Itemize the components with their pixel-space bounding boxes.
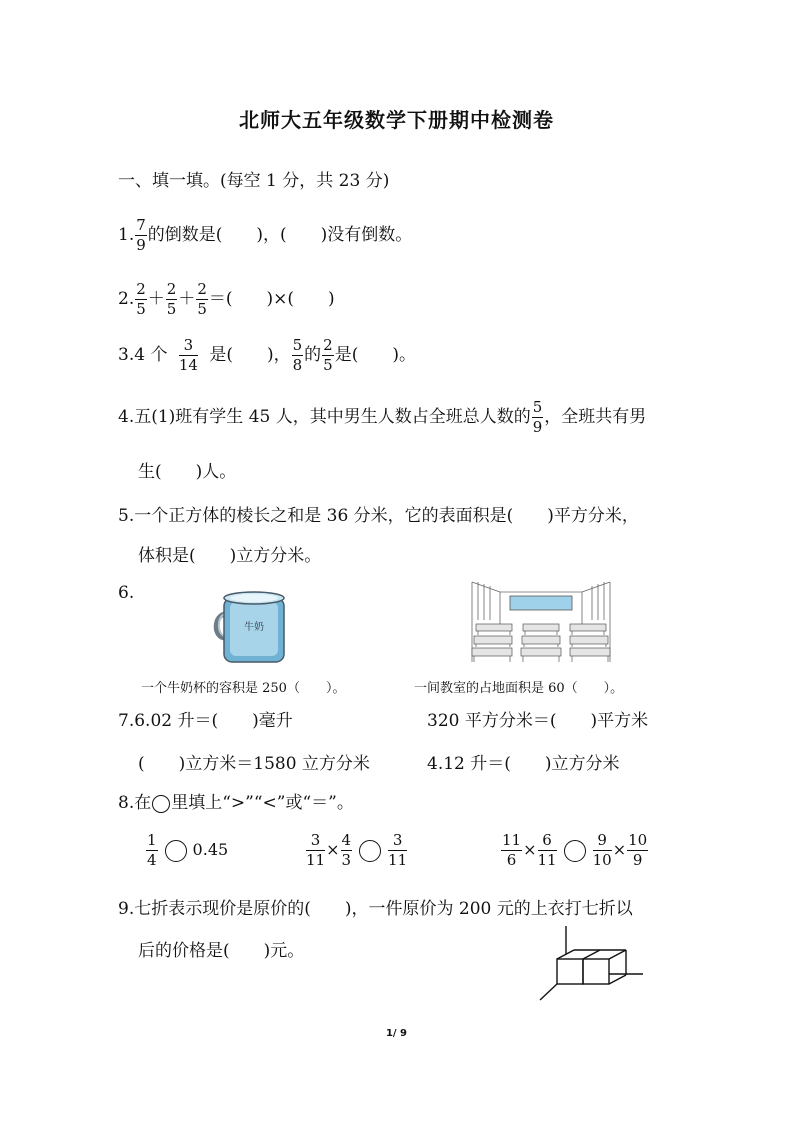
fraction	[306, 833, 325, 868]
question-7-b: 320 平方分米＝( )平方米	[427, 711, 649, 731]
q3-fraction-3	[322, 338, 334, 373]
numerator: 6	[538, 833, 557, 851]
fraction	[388, 833, 407, 868]
milk-mug-image	[210, 588, 294, 668]
q3-of: 的	[304, 345, 322, 365]
times-sign: ×	[523, 840, 537, 859]
caption-mug: 一个牛奶杯的容积是 250（ ）。	[141, 681, 346, 696]
denominator: 3	[341, 851, 352, 869]
q8-suffix: 里填上“>”“<”或“＝”。	[171, 793, 354, 813]
comparison-1	[145, 833, 228, 868]
numerator: 5	[532, 398, 543, 416]
q1-fraction	[135, 218, 147, 253]
question-9-line-2: 后的价格是( )元。	[138, 941, 305, 961]
answer-circle[interactable]	[359, 840, 381, 862]
numerator: 1	[147, 831, 157, 849]
question-5-line-1: 5.一个正方体的棱长之和是 36 分米，它的表面积是( )平方分米，	[118, 506, 639, 526]
circle-icon	[152, 795, 170, 813]
q3-mid: 是( )，	[209, 345, 291, 365]
denominator: 11	[306, 851, 326, 869]
q2-tail: ＝( )×( )	[208, 289, 335, 309]
denominator: 9	[632, 851, 643, 869]
plus-sign: ＋	[178, 289, 196, 309]
q4-text: 4.五(1)班有学生 45 人，其中男生人数占全班总人数的	[118, 407, 531, 427]
q4-text-tail: ，全班共有男	[544, 407, 647, 427]
denominator: 6	[506, 851, 517, 869]
numerator: 2	[166, 280, 177, 298]
times-sign: ×	[326, 840, 340, 859]
question-2	[118, 282, 335, 317]
numerator: 10	[628, 831, 648, 849]
denominator: 10	[592, 851, 612, 869]
question-9-line-1: 9.七折表示现价是原价的( )，一件原价为 200 元的上衣打七折以	[118, 899, 633, 919]
numerator: 3	[179, 338, 198, 356]
numerator: 3	[388, 833, 407, 851]
denominator: 5	[166, 300, 177, 318]
numerator: 5	[292, 336, 303, 354]
fraction	[501, 833, 522, 868]
q2-number: 2.	[118, 289, 135, 309]
q1-text: 的倒数是( )，( )没有倒数。	[147, 225, 413, 245]
denominator: 11	[388, 851, 408, 869]
q3-tail: 是( )。	[334, 345, 416, 365]
mug-label: 牛奶	[244, 622, 264, 633]
numerator: 2	[197, 280, 207, 298]
caption-classroom: 一间教室的占地面积是 60（ ）。	[414, 681, 624, 696]
numerator: 2	[323, 336, 333, 354]
fraction	[627, 833, 648, 868]
denominator: 14	[178, 356, 198, 374]
classroom-image	[470, 580, 612, 664]
question-7-d: 4.12 升＝( )立方分米	[427, 754, 620, 774]
denominator: 9	[136, 236, 146, 254]
q3-fraction-2	[292, 338, 304, 373]
decimal-value: 0.45	[192, 840, 229, 859]
section-heading: 一、填一填。(每空 1 分，共 23 分)	[118, 171, 390, 191]
denominator: 11	[537, 851, 557, 869]
q4-fraction	[532, 400, 544, 435]
denominator: 8	[292, 356, 303, 374]
answer-circle[interactable]	[564, 840, 586, 862]
fraction	[146, 833, 158, 868]
cube-diagram	[535, 920, 650, 1002]
question-4-line-1	[118, 400, 646, 435]
question-6-number: 6.	[118, 583, 135, 603]
denominator: 5	[136, 300, 146, 318]
times-sign: ×	[612, 840, 627, 859]
q8-prefix: 8.在	[118, 793, 152, 813]
denominator: 9	[532, 418, 543, 436]
q3-fraction-1	[179, 338, 198, 373]
numerator: 9	[593, 833, 612, 851]
answer-circle[interactable]	[165, 840, 187, 862]
page-number: 1/ 9	[385, 1028, 408, 1039]
question-4-line-2: 生( )人。	[138, 462, 237, 482]
question-7-a: 7.6.02 升＝( )毫升	[118, 711, 293, 731]
question-7-c: ( )立方米＝1580 立方分米	[138, 754, 370, 774]
fraction	[538, 833, 557, 868]
comparison-2	[305, 833, 408, 868]
plus-sign: ＋	[147, 289, 165, 309]
q2-fraction-3	[196, 282, 208, 317]
comparison-3	[500, 833, 649, 868]
fraction	[593, 833, 612, 868]
q3-prefix: 3.4 个	[118, 345, 168, 365]
numerator: 2	[136, 280, 146, 298]
numerator: 7	[136, 216, 146, 234]
denominator: 5	[323, 356, 333, 374]
denominator: 4	[147, 851, 157, 869]
numerator: 3	[306, 833, 325, 851]
question-3	[118, 338, 416, 373]
q2-fraction-2	[166, 282, 178, 317]
page-title: 北师大五年级数学下册期中检测卷	[239, 108, 554, 132]
numerator: 4	[341, 831, 352, 849]
question-5-line-2: 体积是( )立方分米。	[138, 546, 322, 566]
denominator: 5	[197, 300, 207, 318]
numerator: 11	[502, 831, 522, 849]
q1-number: 1.	[118, 225, 135, 245]
question-1	[118, 218, 412, 253]
fraction	[341, 833, 353, 868]
q2-fraction-1	[135, 282, 147, 317]
question-8-instruction	[118, 792, 354, 814]
